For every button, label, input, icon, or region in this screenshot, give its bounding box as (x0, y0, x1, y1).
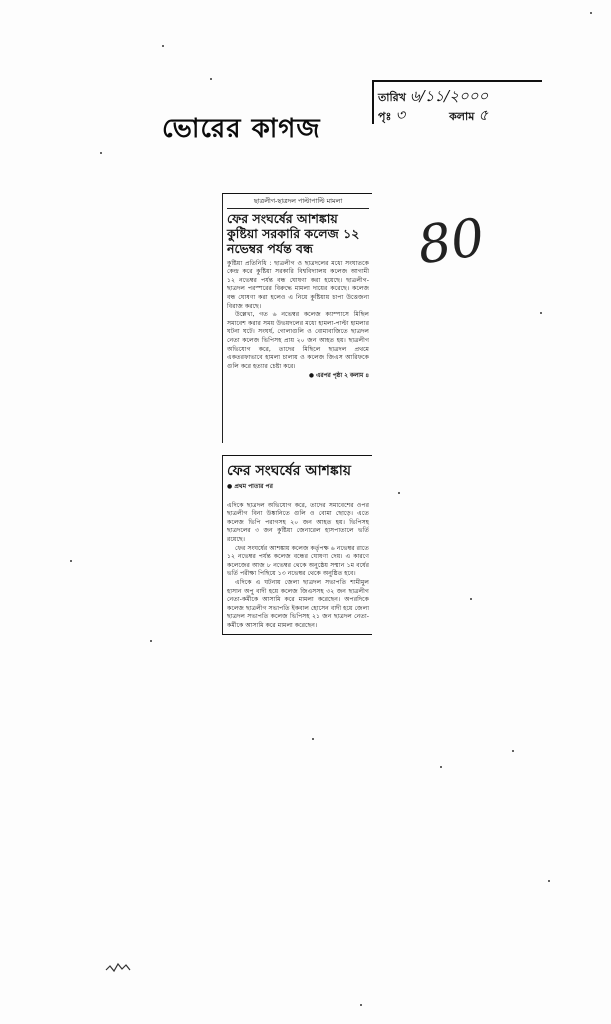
news-clipping (222, 193, 372, 635)
speck (70, 560, 72, 562)
speck (440, 766, 442, 768)
clipping-continued-part (222, 455, 372, 635)
speck (470, 598, 472, 600)
clipping-front-part (222, 193, 372, 443)
newspaper-masthead: ভোরের কাগজ (162, 114, 321, 144)
continued-paragraph: ফের সংঘর্ষের আশঙ্কায় কলেজ কর্তৃপক্ষ ৬ নভেম্বর রাতে ১২ নভেম্বর পর্যন্ত কলেজ বন্ধের ঘোষণা দেয়। এ কারণে কলেজের আজ ৮ নভেম্বর থেকে অনুষ্ঠেয় সম্মান ১ম বর্ষের ভর্তি পরীক্ষা পিছিয়ে ১৩ নভেম্বর থেকে অনুষ্ঠিত হবে। (227, 544, 369, 578)
speck (312, 738, 314, 740)
speck (590, 12, 592, 14)
speck (100, 152, 102, 154)
continued-paragraph: এদিকে এ ঘটনায় জেলা ছাত্রদল সভাপতি শামীমুল হাসান অপু বাদী হয়ে কলেজ জিএসসহ ৩২ জন ছাত্রলীগ নেতা-কর্মীকে আসামি করে মামলা করেছেন। অপরদিকে কলেজ ছাত্রলীগ সভাপতি ইকবাল হোসেন বাদী হয়ে জেলা ছাত্রদল সভাপতি কলেজ ভিপিসহ ২১ জন ছাত্রদল নেতা-কর্মীকে আসামি করে মামলা করেছেন। (227, 578, 369, 629)
stamp-page-value: ৩ (395, 106, 406, 124)
handwritten-number: 80 (414, 207, 489, 277)
stamp-date-row (378, 85, 542, 104)
stamp-date-label: তারিখ (378, 91, 406, 104)
smudge-shape (104, 960, 132, 974)
article-kicker: ছাত্রলীগ-ছাত্রদল পাল্টাপাল্টি মামলা (227, 197, 369, 209)
speck (512, 750, 514, 752)
speck (210, 78, 212, 80)
continuation-note: ● এরপর পৃষ্ঠা ২ কলাম ৪ (308, 373, 369, 380)
continued-paragraph: এদিকে ছাত্রদল অভিযোগ করে, তাদের সমাবেশের ওপর ছাত্রলীগ বিনা উষ্কানিতে গুলি ও বোমা ছোড়ে। এতে কলেজ ভিপি পরাগসহ ২০ জন আহত হয়। ভিপিসহ ছাত্রদলের ৩ জন কুষ্টিয়া জেনারেল হাসপাতালে ভর্তি রয়েছে। (227, 501, 369, 543)
continued-from-line: ● প্রথম পাতার পর (227, 483, 273, 490)
article-headline: ফের সংঘর্ষের আশঙ্কায় কুষ্টিয়া সরকারি কলেজ ১২ নভেম্বর পর্যন্ত বন্ধ (227, 210, 360, 256)
continued-headline: ফের সংঘর্ষের আশঙ্কায় (227, 463, 352, 479)
speck (548, 880, 550, 882)
speck (162, 45, 164, 47)
stamp-date-value: ৬/১১/২০০০ (409, 87, 489, 105)
article-paragraph: কুষ্টিয়া প্রতিনিধি : ছাত্রলীগ ও ছাত্রদলের মধ্যে সংঘাতকে কেন্দ্র করে কুষ্টিয়া সরকারি বিশ্ববিদ্যালয় কলেজ আগামী ১২ নভেম্বর পর্যন্ত বন্ধ ঘোষণা করা হয়েছে। ছাত্রলীগ-ছাত্রদল পরস্পরের বিরুদ্ধে মামলা দায়ের করেছে। কলেজ বন্ধ ঘোষণা করা হলেও এ নিয়ে কুষ্টিয়ায় চাপা উত্তেজনা বিরাজ করছে। (227, 259, 369, 310)
scan-smudge (104, 960, 132, 977)
speck (360, 1004, 362, 1006)
speck (540, 312, 542, 314)
speck (398, 492, 400, 494)
stamp-column-value: ৫ (478, 106, 489, 124)
stamp-page-label: পৃঃ (378, 110, 392, 123)
stamp-column-label: কলাম (449, 110, 475, 123)
speck (150, 640, 152, 642)
archive-stamp (372, 80, 542, 124)
article-paragraph: উল্লেখ্য, গত ৬ নভেম্বর কলেজ ক্যাম্পাসে মিছিল সমাবেশ করার সময় উভয়দলের মধ্যে হামলা-পাল্টা হামলার ঘটনা ঘটে। সংঘর্ষ, গোলাগুলি ও বোমাবাজিতে ছাত্রদল নেতা কলেজ ভিপিসহ প্রায় ২০ জন আহত হয়। ছাত্রলীগ অভিযোগ করে, তাদের মিছিলে ছাত্রদল প্রথমে একতরফাভাবে হামলা চালায় ও কলেজ জিএস আরিফকে গুলি করে হত্যার চেষ্টা করে। (227, 311, 369, 370)
